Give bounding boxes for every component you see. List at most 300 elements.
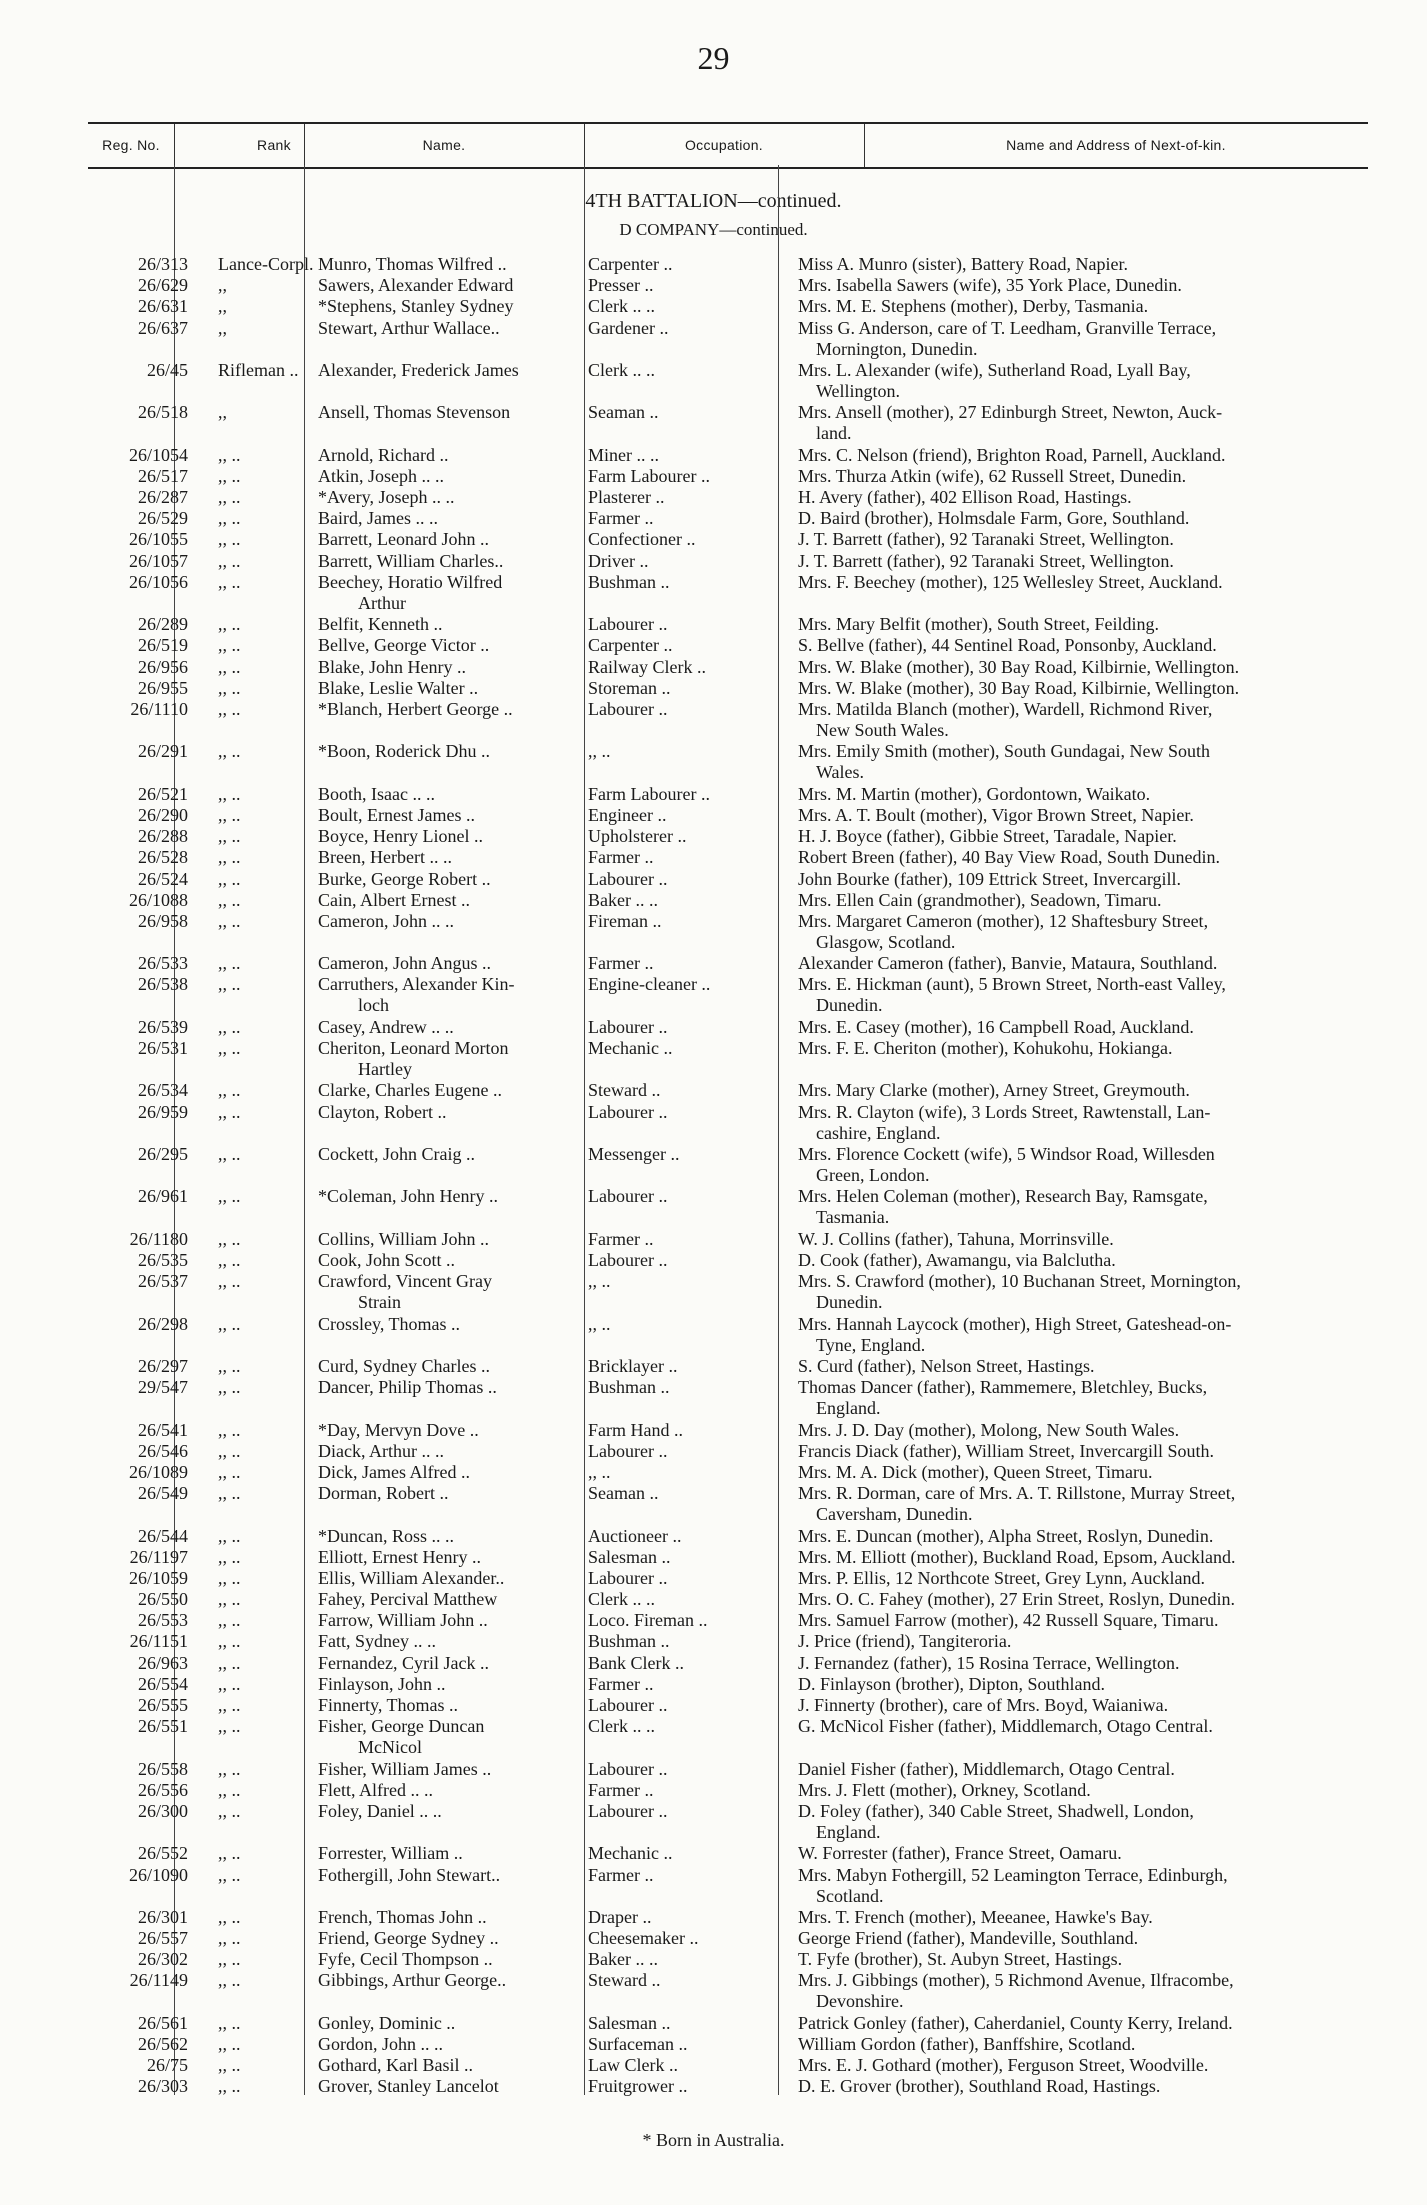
table-row <box>88 1716 1368 1758</box>
rank: ,, .. <box>218 1589 241 1610</box>
reg-no: 26/517 <box>137 465 188 486</box>
occupation: Farm Hand .. <box>588 1419 683 1440</box>
next-of-kin-line: Wales. <box>816 762 865 783</box>
reg-no: 26/558 <box>137 1758 188 1779</box>
occupation: Farmer .. <box>588 508 654 529</box>
name-line: Cheriton, Leonard Morton <box>318 1038 509 1059</box>
reg-no: 26/298 <box>137 1313 188 1334</box>
next-of-kin <box>798 1102 1368 1144</box>
occupation: Steward .. <box>588 1970 661 1991</box>
rank: ,, .. <box>218 677 241 698</box>
reg-no: 26/554 <box>137 1673 188 1694</box>
next-of-kin-line: Mrs. A. T. Boult (mother), Vigor Brown Street, Napier. <box>798 804 1194 825</box>
next-of-kin <box>798 318 1368 360</box>
next-of-kin <box>798 614 1368 635</box>
name-line: Munro, Thomas Wilfred .. <box>318 254 507 274</box>
rank: ,, .. <box>218 1016 241 1037</box>
company-title: D COMPANY—continued. <box>619 220 808 239</box>
name-line: Sawers, Alexander Edward <box>318 275 514 296</box>
next-of-kin-line: Mrs. M. A. Dick (mother), Queen Street, Timaru. <box>798 1461 1153 1482</box>
occupation: Labourer .. <box>588 1567 668 1588</box>
next-of-kin <box>798 1250 1368 1271</box>
rank: ,, .. <box>218 804 241 825</box>
table-row <box>88 1610 1368 1631</box>
table-row <box>88 275 1368 296</box>
table-row <box>88 1589 1368 1610</box>
occupation: Seaman .. <box>588 1483 659 1504</box>
rank: ,, .. <box>218 1928 241 1949</box>
table-row <box>88 1843 1368 1864</box>
table-row <box>88 318 1368 360</box>
next-of-kin-line: Mrs. Helen Coleman (mother), Research Bay, Ramsgate, <box>798 1186 1208 1207</box>
rank: ,, .. <box>218 1080 241 1101</box>
occupation: Bushman .. <box>588 1377 670 1398</box>
next-of-kin-line: Mrs. J. Gibbings (mother), 5 Richmond Avenue, Ilfracombe, <box>798 1970 1234 1991</box>
reg-no: 26/1056 <box>128 571 188 592</box>
next-of-kin <box>798 1928 1368 1949</box>
next-of-kin-line: Mrs. M. Elliott (mother), Buckland Road, Epsom, Auckland. <box>798 1546 1236 1567</box>
next-of-kin <box>798 1843 1368 1864</box>
table-row <box>88 1653 1368 1674</box>
reg-no: 26/555 <box>137 1695 188 1715</box>
next-of-kin-line: Mrs. Mary Belfit (mother), South Street, Feilding. <box>798 614 1159 635</box>
next-of-kin <box>798 572 1368 593</box>
reg-no: 26/561 <box>137 2012 188 2033</box>
name-line: Gothard, Karl Basil .. <box>318 2055 473 2076</box>
next-of-kin <box>798 1631 1368 1652</box>
name-line: Cameron, John Angus .. <box>318 953 491 974</box>
next-of-kin-line: S. Bellve (father), 44 Sentinel Road, Ponsonby, Auckland. <box>798 635 1217 656</box>
reg-no: 26/556 <box>137 1779 188 1800</box>
table-row <box>88 1038 1368 1080</box>
next-of-kin <box>798 2034 1368 2055</box>
occupation: Farmer .. <box>588 953 654 974</box>
occupation: Farmer .. <box>588 1673 654 1694</box>
occupation: Engine-cleaner .. <box>588 974 711 995</box>
next-of-kin-line: S. Curd (father), Nelson Street, Hastings. <box>798 1355 1095 1376</box>
name-line: Gordon, John .. .. <box>318 2034 443 2055</box>
table-row <box>88 402 1368 444</box>
header-reg-no: Reg. No. <box>102 137 160 153</box>
next-of-kin-line: Mrs. W. Blake (mother), 30 Bay Road, Kilbirnie, Wellington. <box>798 677 1240 698</box>
next-of-kin-line: Alexander Cameron (father), Banvie, Mataura, Southland. <box>798 953 1218 974</box>
occupation: Railway Clerk .. <box>588 656 706 677</box>
next-of-kin-line: Mrs. M. Martin (mother), Gordontown, Waikato. <box>798 783 1151 804</box>
next-of-kin <box>798 890 1368 911</box>
next-of-kin <box>798 360 1368 402</box>
rank: ,, .. <box>218 910 241 931</box>
table-row <box>88 1928 1368 1949</box>
next-of-kin-line: Mrs. J. D. Day (mother), Molong, New South Wales. <box>798 1419 1180 1440</box>
next-of-kin-line: England. <box>816 1398 881 1419</box>
next-of-kin-line: Mrs. P. Ellis, 12 Northcote Street, Grey Lynn, Auckland. <box>798 1567 1205 1588</box>
reg-no: 26/956 <box>137 656 188 677</box>
reg-no: 29/547 <box>137 1377 188 1398</box>
table-row <box>88 487 1368 508</box>
reg-no: 26/544 <box>137 1525 188 1546</box>
table-row <box>88 1568 1368 1589</box>
rank: ,, .. <box>218 2076 241 2097</box>
reg-no: 26/524 <box>137 868 188 889</box>
reg-no: 26/301 <box>137 1906 188 1927</box>
name-line: French, Thomas John .. <box>318 1906 487 1927</box>
rank: ,, .. <box>218 1546 241 1567</box>
reg-no: 26/1089 <box>128 1461 188 1482</box>
next-of-kin-line: D. Baird (brother), Holmsdale Farm, Gore, Southland. <box>798 508 1190 529</box>
occupation: Driver .. <box>588 550 649 571</box>
next-of-kin-line: England. <box>816 1821 881 1842</box>
next-of-kin <box>798 1653 1368 1674</box>
table-row <box>88 445 1368 466</box>
next-of-kin <box>798 2076 1368 2097</box>
occupation: Clerk .. .. <box>588 359 655 380</box>
next-of-kin-line: J. Finnerty (brother), care of Mrs. Boyd, Waianiwa. <box>798 1695 1169 1715</box>
next-of-kin <box>798 847 1368 868</box>
table-row <box>88 953 1368 974</box>
table-row <box>88 1759 1368 1780</box>
occupation: Gardener .. <box>588 317 669 338</box>
next-of-kin-line: Mrs. E. Duncan (mother), Alpha Street, Roslyn, Dunedin. <box>798 1525 1214 1546</box>
name-line: *Blanch, Herbert George .. <box>318 699 513 719</box>
next-of-kin-line: J. T. Barrett (father), 92 Taranaki Street, Wellington. <box>798 529 1174 550</box>
next-of-kin-line: Mrs. Florence Cockett (wife), 5 Windsor Road, Willesden <box>798 1144 1215 1165</box>
occupation: Farmer .. <box>588 847 654 868</box>
table-row <box>88 1250 1368 1271</box>
occupation: Bushman .. <box>588 571 670 592</box>
reg-no: 26/300 <box>137 1800 188 1821</box>
reg-no: 26/521 <box>137 783 188 804</box>
rank: ,, <box>218 402 227 423</box>
next-of-kin <box>798 1695 1368 1716</box>
occupation: Draper .. <box>588 1906 652 1927</box>
next-of-kin <box>798 275 1368 296</box>
rank: ,, .. <box>218 1970 241 1991</box>
reg-no: 26/546 <box>137 1440 188 1461</box>
next-of-kin <box>798 1017 1368 1038</box>
name-line: Belfit, Kenneth .. <box>318 614 443 635</box>
next-of-kin-line: Francis Diack (father), William Street, Invercargill South. <box>798 1440 1214 1461</box>
name-line: Arthur <box>358 592 406 613</box>
next-of-kin-line: Mrs. Thurza Atkin (wife), 62 Russell Street, Dunedin. <box>798 465 1187 486</box>
reg-no: 26/631 <box>137 296 188 317</box>
name-line: Carruthers, Alexander Kin- <box>318 974 515 995</box>
next-of-kin-line: Mrs. E. J. Gothard (mother), Ferguson Street, Woodville. <box>798 2055 1209 2076</box>
reg-no: 26/1110 <box>130 699 188 719</box>
table-header <box>88 122 1368 169</box>
name-line: Clayton, Robert .. <box>318 1101 447 1122</box>
rank: ,, .. <box>218 1440 241 1461</box>
rank: ,, .. <box>218 1567 241 1588</box>
reg-no: 26/291 <box>137 741 188 762</box>
rank: Lance-Corpl. <box>218 254 314 274</box>
next-of-kin-line: W. J. Collins (father), Tahuna, Morrinsville. <box>798 1228 1114 1249</box>
next-of-kin <box>798 1356 1368 1377</box>
occupation: Labourer .. <box>588 868 668 889</box>
next-of-kin <box>798 1441 1368 1462</box>
next-of-kin-line: D. Finlayson (brother), Dipton, Southland. <box>798 1673 1105 1694</box>
next-of-kin-line: Dunedin. <box>816 1292 883 1313</box>
reg-no: 26/551 <box>137 1716 188 1737</box>
rank: ,, .. <box>218 953 241 974</box>
next-of-kin-line: Patrick Gonley (father), Caherdaniel, County Kerry, Ireland. <box>798 2012 1233 2033</box>
next-of-kin-line: Robert Breen (father), 40 Bay View Road, South Dunedin. <box>798 847 1220 868</box>
table-row <box>88 1229 1368 1250</box>
next-of-kin-line: Mrs. O. C. Fahey (mother), 27 Erin Street, Roslyn, Dunedin. <box>798 1589 1235 1610</box>
table-row <box>88 1080 1368 1101</box>
name-line: Cameron, John .. .. <box>318 910 454 931</box>
table-row <box>88 2055 1368 2076</box>
name-line: Grover, Stanley Lancelot <box>318 2076 499 2097</box>
name-line: Fothergill, John Stewart.. <box>318 1864 501 1885</box>
occupation: Clerk .. .. <box>588 1716 655 1737</box>
reg-no: 26/302 <box>137 1949 188 1970</box>
name-line: Ellis, William Alexander.. <box>318 1567 505 1588</box>
table-row <box>88 529 1368 550</box>
rank: ,, .. <box>218 1779 241 1800</box>
rank: ,, .. <box>218 1038 241 1059</box>
next-of-kin <box>798 529 1368 550</box>
table-row <box>88 1631 1368 1652</box>
rank: ,, .. <box>218 1758 241 1779</box>
name-line: *Boon, Roderick Dhu .. <box>318 741 490 762</box>
name-line: *Coleman, John Henry .. <box>318 1186 498 1207</box>
rank: ,, .. <box>218 1843 241 1864</box>
occupation: Mechanic .. <box>588 1843 673 1864</box>
rank: ,, .. <box>218 1716 241 1737</box>
roll-table <box>88 254 1368 2098</box>
rank: ,, .. <box>218 1906 241 1927</box>
rank: ,, .. <box>218 699 241 719</box>
table-row <box>88 296 1368 317</box>
occupation: Cheesemaker .. <box>588 1928 699 1949</box>
name-line: Booth, Isaac .. .. <box>318 783 435 804</box>
name-line: Dick, James Alfred .. <box>318 1461 470 1482</box>
next-of-kin-line: Mrs. Mary Clarke (mother), Arney Street, Greymouth. <box>798 1080 1190 1101</box>
reg-no: 26/629 <box>137 275 188 296</box>
table-row <box>88 254 1368 275</box>
name-line: Beechey, Horatio Wilfred <box>318 571 503 592</box>
name-line: Finlayson, John .. <box>318 1673 446 1694</box>
table-row <box>88 1441 1368 1462</box>
occupation: ,, .. <box>588 1313 611 1334</box>
table-row <box>88 1102 1368 1144</box>
table-row <box>88 847 1368 868</box>
next-of-kin <box>798 1970 1368 2012</box>
reg-no: 26/289 <box>137 614 188 635</box>
reg-no: 26/963 <box>137 1652 188 1673</box>
next-of-kin <box>798 1780 1368 1801</box>
name-line: Flett, Alfred .. .. <box>318 1779 433 1800</box>
occupation: Bushman .. <box>588 1631 670 1652</box>
rank: ,, .. <box>218 1313 241 1334</box>
next-of-kin-line: Mrs. M. E. Stephens (mother), Derby, Tasmania. <box>798 296 1149 317</box>
next-of-kin <box>798 1462 1368 1483</box>
next-of-kin-line: Mrs. Samuel Farrow (mother), 42 Russell Square, Timaru. <box>798 1610 1219 1631</box>
table-row <box>88 869 1368 890</box>
name-line: Blake, Leslie Walter .. <box>318 677 479 698</box>
occupation: Labourer .. <box>588 1250 668 1270</box>
reg-no: 26/290 <box>137 804 188 825</box>
rank: ,, .. <box>218 974 241 995</box>
table-row <box>88 1271 1368 1313</box>
next-of-kin-line: Caversham, Dunedin. <box>816 1504 973 1525</box>
next-of-kin-line: W. Forrester (father), France Street, Oamaru. <box>798 1843 1122 1864</box>
next-of-kin-line: J. Price (friend), Tangiteroria. <box>798 1631 1012 1652</box>
next-of-kin-line: William Gordon (father), Banffshire, Scotland. <box>798 2034 1136 2055</box>
occupation: Surfaceman .. <box>588 2034 688 2055</box>
reg-no: 26/295 <box>137 1144 188 1165</box>
next-of-kin <box>798 1186 1368 1228</box>
header-next-of-kin: Name and Address of Next-of-kin. <box>1006 137 1226 153</box>
occupation: Labourer .. <box>588 1440 668 1461</box>
next-of-kin-line: George Friend (father), Mandeville, Southland. <box>798 1928 1139 1949</box>
name-line: Friend, George Sydney .. <box>318 1928 499 1949</box>
occupation: Fireman .. <box>588 910 662 931</box>
name-line: Cockett, John Craig .. <box>318 1144 475 1165</box>
reg-no: 26/45 <box>146 359 188 380</box>
next-of-kin <box>798 551 1368 572</box>
occupation: Messenger .. <box>588 1144 680 1165</box>
name-line: *Day, Mervyn Dove .. <box>318 1419 479 1440</box>
table-row <box>88 678 1368 699</box>
table-row <box>88 1144 1368 1186</box>
next-of-kin-line: Glasgow, Scotland. <box>816 931 956 952</box>
occupation: Baker .. .. <box>588 889 658 910</box>
name-line: Finnerty, Thomas .. <box>318 1695 458 1715</box>
next-of-kin <box>798 1080 1368 1101</box>
next-of-kin-line: D. Foley (father), 340 Cable Street, Shadwell, London, <box>798 1800 1194 1821</box>
next-of-kin <box>798 1568 1368 1589</box>
next-of-kin <box>798 1589 1368 1610</box>
occupation: Salesman .. <box>588 2012 671 2033</box>
occupation: Plasterer .. <box>588 487 665 508</box>
name-line: Gonley, Dominic .. <box>318 2012 456 2033</box>
name-line: Cook, John Scott .. <box>318 1250 456 1270</box>
rank: ,, .. <box>218 783 241 804</box>
next-of-kin-line: Mrs. Ellen Cain (grandmother), Seadown, Timaru. <box>798 889 1162 910</box>
next-of-kin <box>798 1674 1368 1695</box>
table-row <box>88 1780 1368 1801</box>
occupation: Baker .. .. <box>588 1949 658 1970</box>
table-row <box>88 741 1368 783</box>
occupation: Engineer .. <box>588 804 667 825</box>
next-of-kin <box>798 635 1368 656</box>
name-line: *Duncan, Ross .. .. <box>318 1525 454 1546</box>
rank: ,, <box>218 296 227 317</box>
next-of-kin-line: Green, London. <box>816 1165 930 1186</box>
occupation: Labourer .. <box>588 1800 668 1821</box>
next-of-kin <box>798 1907 1368 1928</box>
rank: ,, .. <box>218 1695 241 1715</box>
next-of-kin-line: Mrs. C. Nelson (friend), Brighton Road, Parnell, Auckland. <box>798 444 1226 465</box>
reg-no: 26/1149 <box>129 1970 188 1991</box>
occupation: Loco. Fireman .. <box>588 1610 708 1631</box>
occupation: Labourer .. <box>588 699 668 719</box>
next-of-kin-line: Mrs. Hannah Laycock (mother), High Street, Gateshead-on- <box>798 1313 1232 1334</box>
rank: ,, .. <box>218 2012 241 2033</box>
next-of-kin-line: J. T. Barrett (father), 92 Taranaki Street, Wellington. <box>798 550 1174 571</box>
next-of-kin <box>798 402 1368 444</box>
reg-no: 26/534 <box>137 1080 188 1101</box>
rank: ,, .. <box>218 635 241 656</box>
name-line: Foley, Daniel .. .. <box>318 1800 442 1821</box>
name-line: Alexander, Frederick James <box>318 359 519 380</box>
next-of-kin-line: Thomas Dancer (father), Rammemere, Bletchley, Bucks, <box>798 1377 1208 1398</box>
table-row <box>88 1949 1368 1970</box>
name-line: Collins, William John .. <box>318 1228 489 1249</box>
name-line: Blake, John Henry .. <box>318 656 466 677</box>
table-row <box>88 805 1368 826</box>
table-row <box>88 1186 1368 1228</box>
rank: ,, .. <box>218 550 241 571</box>
next-of-kin-line: Mrs. Margaret Cameron (mother), 12 Shaftesbury Street, <box>798 910 1209 931</box>
rank: ,, .. <box>218 1419 241 1440</box>
reg-no: 26/541 <box>137 1419 188 1440</box>
table-row <box>88 1907 1368 1928</box>
next-of-kin-line: T. Fyfe (brother), St. Aubyn Street, Hastings. <box>798 1949 1123 1970</box>
occupation: Miner .. .. <box>588 444 659 465</box>
reg-no: 26/518 <box>137 402 188 423</box>
name-line: Fyfe, Cecil Thompson .. <box>318 1949 493 1970</box>
next-of-kin-line: Miss A. Munro (sister), Battery Road, Napier. <box>798 254 1128 274</box>
occupation: Labourer .. <box>588 1695 668 1715</box>
reg-no: 26/553 <box>137 1610 188 1631</box>
reg-no: 26/958 <box>137 910 188 931</box>
occupation: ,, .. <box>588 1271 611 1292</box>
next-of-kin-line: Dunedin. <box>816 995 883 1016</box>
next-of-kin <box>798 953 1368 974</box>
name-line: *Avery, Joseph .. .. <box>318 487 455 508</box>
reg-no: 26/531 <box>137 1038 188 1059</box>
next-of-kin-line: New South Wales. <box>816 720 949 740</box>
reg-no: 26/1088 <box>128 889 188 910</box>
rank: ,, .. <box>218 1355 241 1376</box>
reg-no: 26/557 <box>137 1928 188 1949</box>
name-line: Diack, Arthur .. .. <box>318 1440 444 1461</box>
rank: ,, .. <box>218 1377 241 1398</box>
occupation: Carpenter .. <box>588 635 673 656</box>
reg-no: 26/538 <box>137 974 188 995</box>
next-of-kin <box>798 296 1368 317</box>
reg-no: 26/1151 <box>129 1631 188 1652</box>
rank: ,, .. <box>218 1631 241 1652</box>
next-of-kin-line: Mrs. T. French (mother), Meeanee, Hawke's Bay. <box>798 1906 1153 1927</box>
reg-no: 26/1180 <box>129 1228 188 1249</box>
reg-no: 26/539 <box>137 1016 188 1037</box>
rank: ,, .. <box>218 508 241 529</box>
reg-no: 26/533 <box>137 953 188 974</box>
occupation: Confectioner .. <box>588 529 696 550</box>
name-line: Fisher, William James .. <box>318 1758 492 1779</box>
table-row <box>88 1865 1368 1907</box>
table-row <box>88 360 1368 402</box>
rank: ,, .. <box>218 1271 241 1292</box>
next-of-kin <box>798 1716 1368 1737</box>
rank: ,, .. <box>218 1864 241 1885</box>
table-row <box>88 826 1368 847</box>
reg-no: 26/1055 <box>128 529 188 550</box>
name-line: Clarke, Charles Eugene .. <box>318 1080 502 1101</box>
name-line: Bellve, George Victor .. <box>318 635 490 656</box>
name-line: Dorman, Robert .. <box>318 1483 449 1504</box>
occupation: Carpenter .. <box>588 254 673 274</box>
reg-no: 26/961 <box>137 1186 188 1207</box>
occupation: Labourer .. <box>588 614 668 635</box>
rank: ,, .. <box>218 1610 241 1631</box>
name-line: Barrett, William Charles.. <box>318 550 504 571</box>
table-row <box>88 1970 1368 2012</box>
next-of-kin-line: cashire, England. <box>816 1122 941 1143</box>
